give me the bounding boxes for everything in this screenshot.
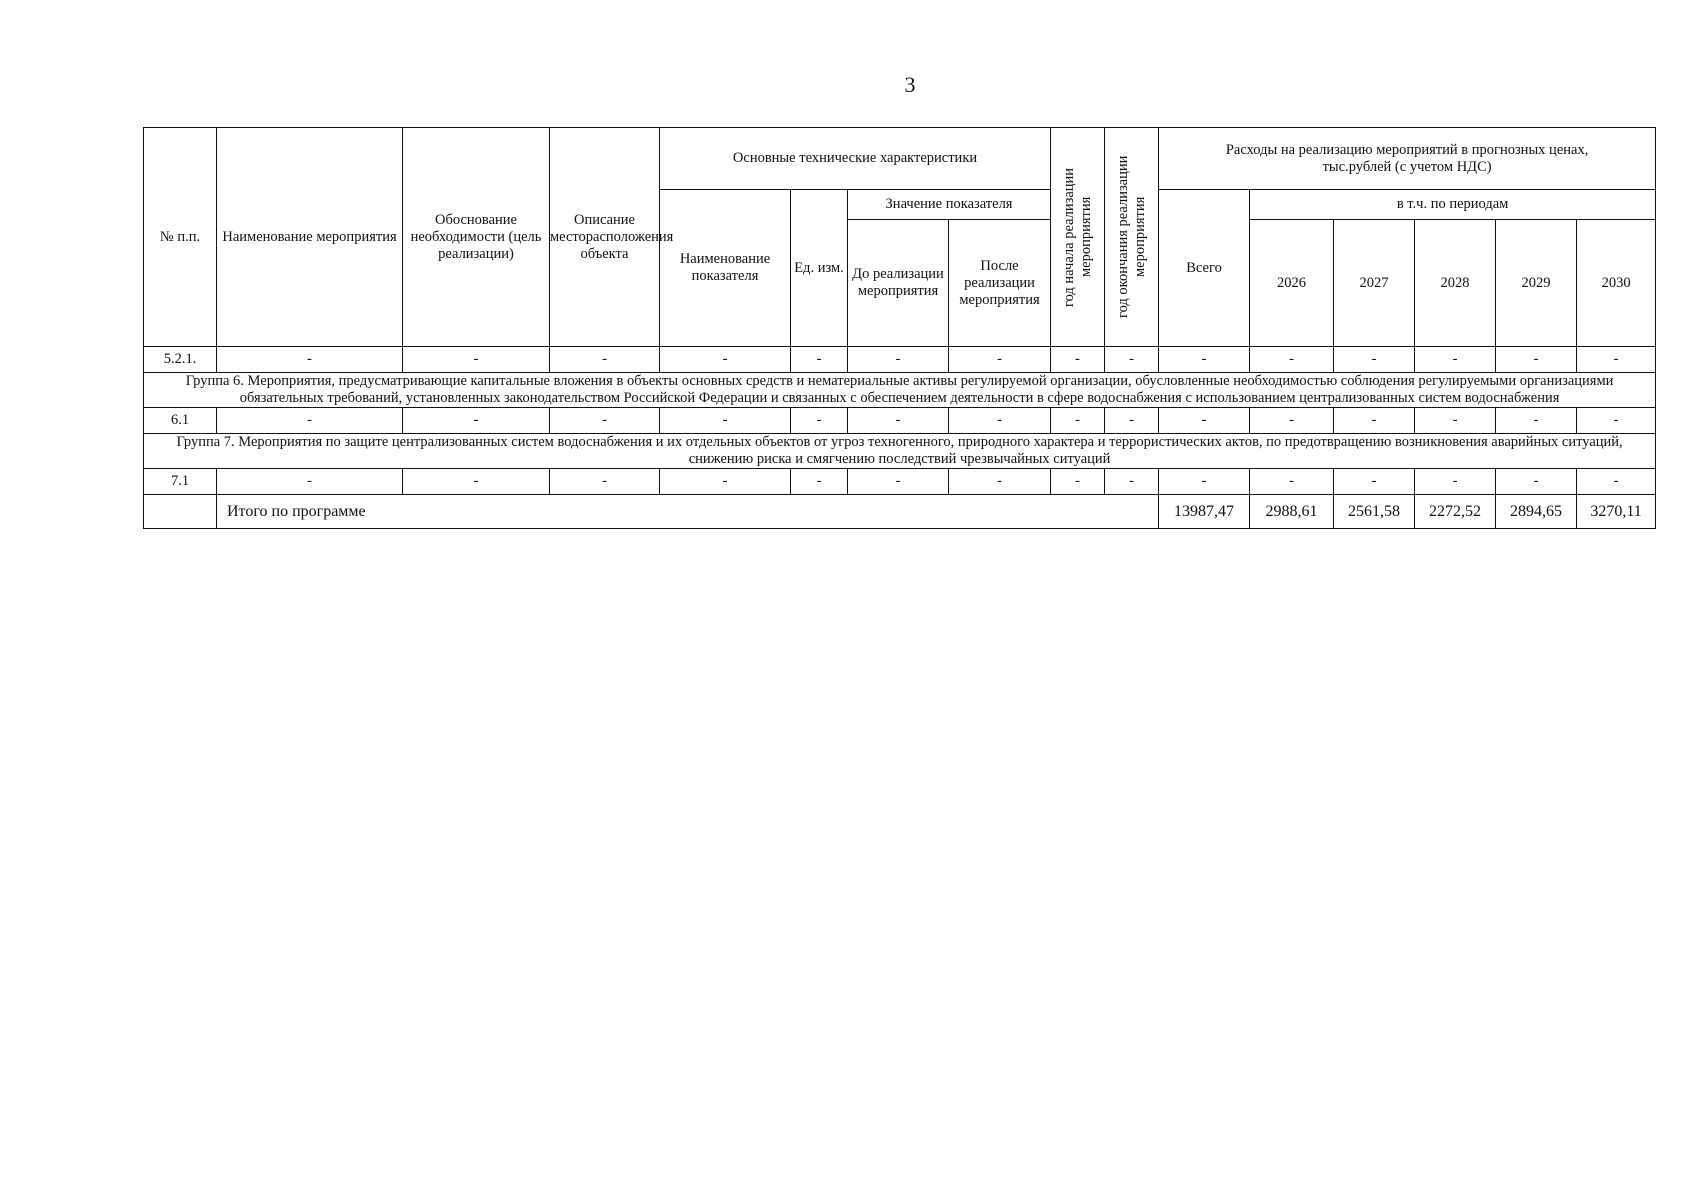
table-row — [144, 469, 1656, 495]
table-cell: - — [949, 408, 1051, 434]
table-cell: - — [660, 347, 791, 373]
table-cell: - — [550, 469, 660, 495]
table-footer — [144, 495, 1656, 529]
table-header — [144, 128, 1656, 347]
table-cell: - — [1250, 469, 1334, 495]
table-cell: - — [1105, 347, 1159, 373]
table-cell: - — [1415, 347, 1496, 373]
header-indicator-value: Значение показателя — [848, 190, 1051, 220]
header-start-year — [1051, 128, 1105, 347]
table-cell: - — [403, 347, 550, 373]
header-year-2028: 2028 — [1415, 220, 1496, 347]
total-row — [144, 495, 1656, 529]
table-cell: - — [660, 469, 791, 495]
table-cell: - — [791, 469, 848, 495]
header-year-2027: 2027 — [1334, 220, 1415, 347]
header-name: Наименование мероприятия — [217, 128, 403, 347]
table-cell: - — [1496, 469, 1577, 495]
header-year-2029: 2029 — [1496, 220, 1577, 347]
table-cell: - — [949, 469, 1051, 495]
table-cell: - — [1415, 469, 1496, 495]
investment-program-table — [143, 127, 1656, 529]
header-justification: Обоснование необходимости (цель реализации) — [403, 128, 550, 347]
table-cell: - — [1051, 347, 1105, 373]
header-tech-characteristics: Основные технические характеристики — [660, 128, 1051, 190]
header-start-year-text: год начала реализации мероприятия — [1060, 167, 1094, 307]
table-cell: - — [848, 469, 949, 495]
total-num — [144, 495, 217, 529]
table-cell: - — [1415, 408, 1496, 434]
table-cell: - — [1250, 347, 1334, 373]
table-cell: - — [848, 347, 949, 373]
table-cell: - — [1577, 408, 1656, 434]
header-total: Всего — [1159, 190, 1250, 347]
header-before: До реализации мероприятия — [848, 220, 949, 347]
table-cell: - — [1105, 408, 1159, 434]
table-cell: - — [1051, 469, 1105, 495]
total-year-2027: 2561,58 — [1334, 495, 1415, 529]
table-cell: - — [550, 408, 660, 434]
table-cell: - — [403, 469, 550, 495]
table-cell: - — [1334, 347, 1415, 373]
table-cell: - — [1496, 408, 1577, 434]
header-after: После реализации мероприятия — [949, 220, 1051, 347]
row-number: 5.2.1. — [144, 347, 217, 373]
header-indicator-name: Наименование показателя — [660, 190, 791, 347]
table-cell: - — [217, 347, 403, 373]
row-number: 6.1 — [144, 408, 217, 434]
header-end-year — [1105, 128, 1159, 347]
total-label: Итого по программе — [217, 495, 1159, 529]
total-sum: 13987,47 — [1159, 495, 1250, 529]
table-cell: - — [1250, 408, 1334, 434]
table-cell: - — [1334, 469, 1415, 495]
table-cell: - — [1159, 408, 1250, 434]
group-row — [144, 434, 1656, 469]
table-cell: - — [1105, 469, 1159, 495]
header-periods: в т.ч. по периодам — [1250, 190, 1656, 220]
row-number: 7.1 — [144, 469, 217, 495]
table-row — [144, 347, 1656, 373]
table-cell: - — [1577, 347, 1656, 373]
header-expenses: Расходы на реализацию мероприятий в прогнозных ценах, тыс.рублей (с учетом НДС) — [1159, 128, 1656, 190]
table-body — [144, 347, 1656, 495]
table-cell: - — [1159, 469, 1250, 495]
group-title: Группа 6. Мероприятия, предусматривающие капитальные вложения в объекты основных средств и нематериальные активы регулируемой организации, обусловленные необходимостью соблюдения регулируемыми организациями обязательных требований, установленных законодательством Российской Федерации и связанных с обеспечением деятельности в сфере водоснабжения с использованием централизованных систем водоснабжения — [144, 373, 1656, 408]
table-cell: - — [1051, 408, 1105, 434]
header-num: № п.п. — [144, 128, 217, 347]
total-year-2026: 2988,61 — [1250, 495, 1334, 529]
total-year-2028: 2272,52 — [1415, 495, 1496, 529]
table-cell: - — [791, 408, 848, 434]
table-cell: - — [660, 408, 791, 434]
table-cell: - — [949, 347, 1051, 373]
group-row — [144, 373, 1656, 408]
header-year-2030: 2030 — [1577, 220, 1656, 347]
table-cell: - — [1159, 347, 1250, 373]
table-cell: - — [550, 347, 660, 373]
table-cell: - — [217, 408, 403, 434]
table-row — [144, 408, 1656, 434]
header-year-2026: 2026 — [1250, 220, 1334, 347]
table-cell: - — [1577, 469, 1656, 495]
table-cell: - — [403, 408, 550, 434]
page-number: 3 — [904, 72, 916, 97]
total-year-2030: 3270,11 — [1577, 495, 1656, 529]
table-cell: - — [1496, 347, 1577, 373]
table-cell: - — [791, 347, 848, 373]
header-end-year-text: год окончания реализации мероприятия — [1114, 155, 1148, 319]
header-location: Описание месторасположения объекта — [550, 128, 660, 347]
table-cell: - — [217, 469, 403, 495]
group-title: Группа 7. Мероприятия по защите централизованных систем водоснабжения и их отдельных объектов от угроз техногенного, природного характера и террористических актов, по предотвращению возникновения аварийных ситуаций, снижению риска и смягчению последствий чрезвычайных ситуаций — [144, 434, 1656, 469]
table-cell: - — [1334, 408, 1415, 434]
total-year-2029: 2894,65 — [1496, 495, 1577, 529]
table-cell: - — [848, 408, 949, 434]
header-unit: Ед. изм. — [791, 190, 848, 347]
